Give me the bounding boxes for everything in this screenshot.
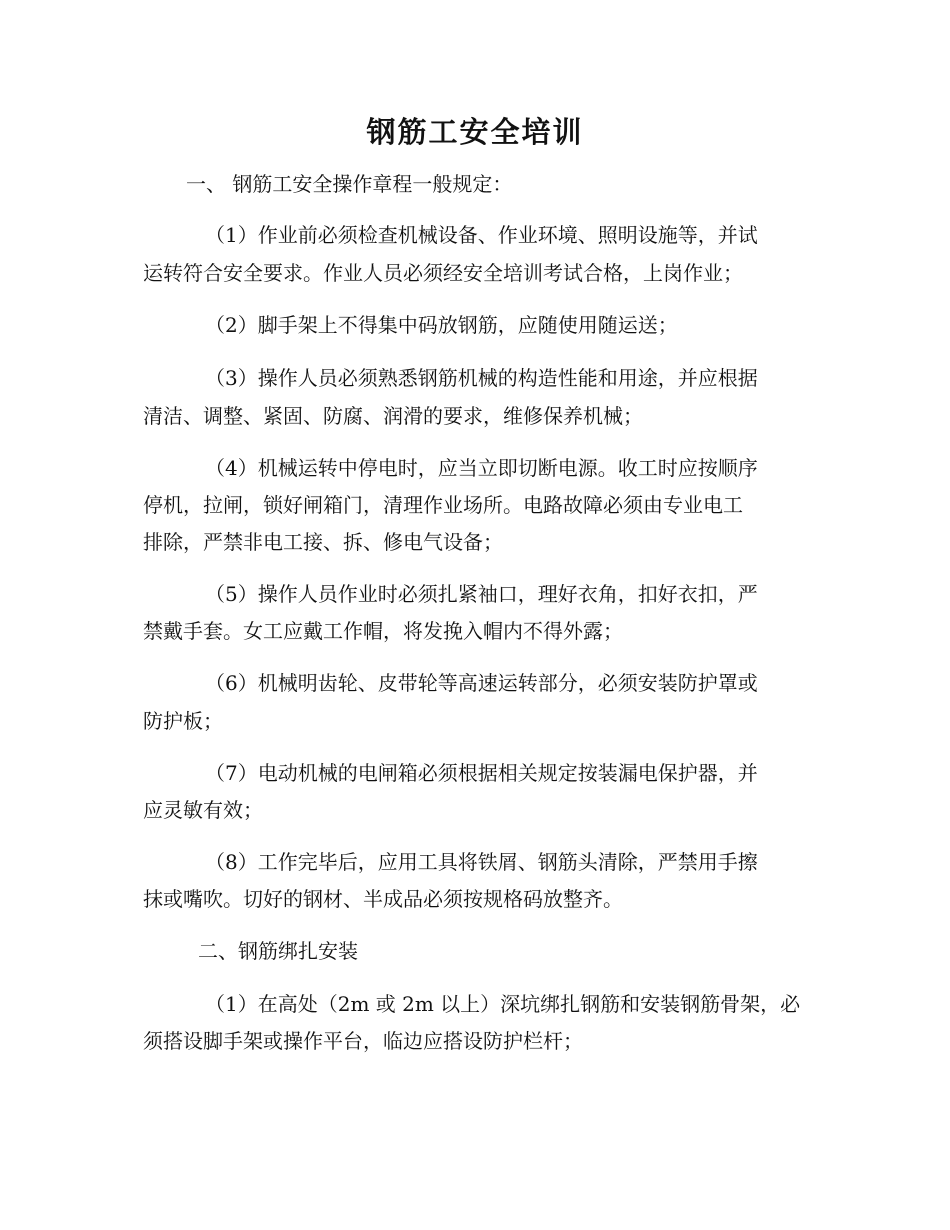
paragraph-line: （1）作业前必须检查机械设备、作业环境、照明设施等，并试 <box>205 223 758 247</box>
paragraph-line: 停机，拉闸，锁好闸箱门，清理作业场所。电路故障必须由专业电工 <box>143 493 743 517</box>
paragraph-line: （4）机械运转中停电时，应当立即切断电源。收工时应按顺序 <box>205 456 758 480</box>
paragraph-line: （1）在高处（2m 或 2m 以上）深坑绑扎钢筋和安装钢筋骨架，必 <box>205 992 801 1016</box>
paragraph-line: （7）电动机械的电闸箱必须根据相关规定按装漏电保护器，并 <box>205 761 758 785</box>
paragraph-line: 防护板； <box>143 709 223 733</box>
paragraph-line: 排除，严禁非电工接、拆、修电气设备； <box>143 530 503 554</box>
section-heading: 一、 钢筋工安全操作章程一般规定： <box>186 172 513 196</box>
paragraph-line: （6）机械明齿轮、皮带轮等高速运转部分，必须安装防护罩或 <box>205 671 758 695</box>
paragraph-line: 应灵敏有效； <box>143 798 263 822</box>
paragraph-line: 抹或嘴吹。切好的钢材、半成品必须按规格码放整齐。 <box>143 887 623 911</box>
paragraph-line: （2）脚手架上不得集中码放钢筋，应随使用随运送； <box>205 313 678 337</box>
paragraph-line: （3）操作人员必须熟悉钢筋机械的构造性能和用途，并应根据 <box>205 366 758 390</box>
paragraph-line: 禁戴手套。女工应戴工作帽，将发挽入帽内不得外露； <box>143 619 623 643</box>
document-title: 钢筋工安全培训 <box>366 115 584 149</box>
paragraph-line: 清洁、调整、紧固、防腐、润滑的要求，维修保养机械； <box>143 404 643 428</box>
section-heading: 二、钢筋绑扎安装 <box>198 939 358 963</box>
paragraph-line: 须搭设脚手架或操作平台，临边应搭设防护栏杆； <box>143 1029 583 1053</box>
paragraph-line: （8）工作完毕后，应用工具将铁屑、钢筋头清除，严禁用手擦 <box>205 850 758 874</box>
paragraph-line: 运转符合安全要求。作业人员必须经安全培训考试合格，上岗作业； <box>143 261 743 285</box>
paragraph-line: （5）操作人员作业时必须扎紧袖口，理好衣角，扣好衣扣，严 <box>205 582 758 606</box>
